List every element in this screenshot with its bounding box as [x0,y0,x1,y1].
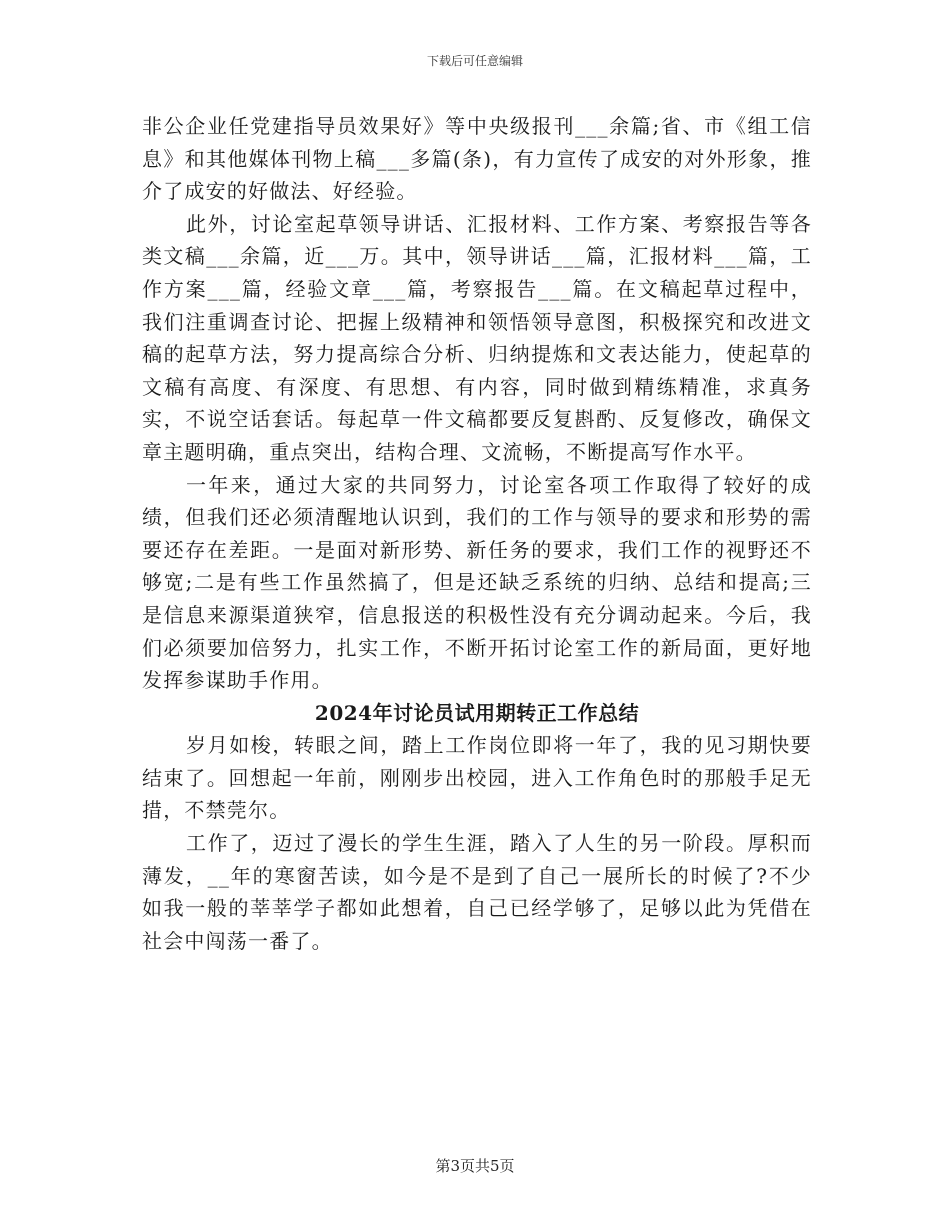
section-title: 2024年讨论员试用期转正工作总结 [314,700,640,725]
paragraph-3: 一年来，通过大家的共同努力，讨论室各项工作取得了较好的成绩，但我们还必须清醒地认识到，我们的工作与领导的要求和形势的需要还存在差距。一是面对新形势、新任务的要求，我们工作的视野还不够宽;二是有些工作虽然搞了，但是还缺乏系统的归纳、总结和提高;三是信息来源渠道狭窄，信息报送的积极性没有充分调动起来。今后，我们必须要加倍努力，扎实工作，不断开拓讨论室工作的新局面，更好地发挥参谋助手作用。 [142,472,812,693]
paragraph-5: 工作了，迈过了漫长的学生生涯，踏入了人生的另一阶段。厚积而薄发，__年的寒窗苦读，如今是不是到了自己一展所长的时候了?不少如我一般的莘莘学子都如此想着，自己已经学够了，足够以此为凭借在社会中闯荡一番了。 [142,831,812,953]
paragraph-2: 此外，讨论室起草领导讲话、汇报材料、工作方案、考察报告等各类文稿___余篇，近___万。其中，领导讲话___篇，汇报材料___篇，工作方案___篇，经验文章___篇，考察报告___篇。在文稿起草过程中，我们注重调查讨论、把握上级精神和领悟领导意图，积极探究和改进文稿的起草方法，努力提高综合分析、归纳提炼和文表达能力，使起草的文稿有高度、有深度、有思想、有内容，同时做到精练精准，求真务实，不说空话套话。每起草一件文稿都要反复斟酌、反复修改，确保文章主题明确，重点突出，结构合理、文流畅，不断提高写作水平。 [142,211,812,464]
download-note: 下载后可任意编辑 [426,54,523,68]
page-indicator: 第3页共5页 [435,1157,515,1175]
document-body [142,110,812,957]
paragraph-1: 非公企业任党建指导员效果好》等中央级报刊___余篇;省、市《组工信息》和其他媒体刊物上稿___多篇(条)，有力宣传了成安的对外形象，推介了成安的好做法、好经验。 [142,114,812,204]
paragraph-4: 岁月如梭，转眼之间，踏上工作岗位即将一年了，我的见习期快要结束了。回想起一年前，刚刚步出校园，进入工作角色时的那般手足无措，不禁莞尔。 [142,733,812,823]
